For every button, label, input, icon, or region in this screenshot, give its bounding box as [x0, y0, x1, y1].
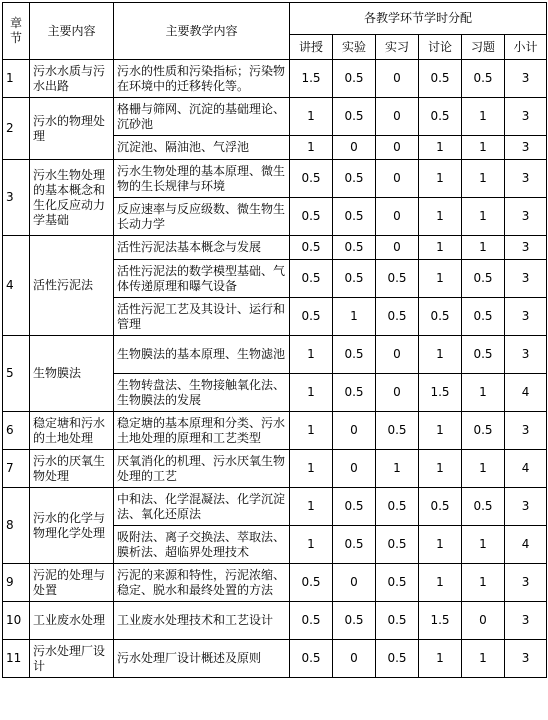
teaching-content: 活性污泥法的数学模型基础、气体传递原理和曝气设备 — [114, 260, 290, 298]
table-row — [3, 160, 547, 198]
table-row — [3, 236, 547, 260]
hours-practice: 0.5 — [376, 488, 419, 526]
hours-practice: 1 — [376, 450, 419, 488]
table-row — [3, 488, 547, 526]
hours-lecture: 0.5 — [290, 602, 333, 640]
hours-lecture: 1 — [290, 136, 333, 160]
table-row — [3, 336, 547, 374]
hours-exercise: 1 — [462, 160, 505, 198]
chapter-topic: 生物膜法 — [30, 336, 114, 412]
chapter-topic: 污水的物理处理 — [30, 98, 114, 160]
hours-discussion: 0.5 — [419, 60, 462, 98]
table-row — [3, 60, 547, 98]
hours-subtotal: 3 — [505, 236, 547, 260]
header-lab: 实验 — [333, 35, 376, 60]
header-practice: 实习 — [376, 35, 419, 60]
hours-lecture: 1 — [290, 336, 333, 374]
teaching-content: 活性污泥法基本概念与发展 — [114, 236, 290, 260]
chapter-topic: 污水生物处理的基本概念和生化反应动力学基础 — [30, 160, 114, 236]
hours-practice: 0.5 — [376, 298, 419, 336]
hours-lecture: 0.5 — [290, 640, 333, 678]
hours-discussion: 0.5 — [419, 488, 462, 526]
header-exercise: 习题 — [462, 35, 505, 60]
hours-exercise: 0.5 — [462, 260, 505, 298]
hours-practice: 0.5 — [376, 640, 419, 678]
hours-lecture: 0.5 — [290, 260, 333, 298]
table-row — [3, 564, 547, 602]
hours-exercise: 1 — [462, 374, 505, 412]
header-discussion: 讨论 — [419, 35, 462, 60]
hours-practice: 0.5 — [376, 412, 419, 450]
hours-lecture: 1 — [290, 374, 333, 412]
hours-discussion: 0.5 — [419, 98, 462, 136]
hours-discussion: 1 — [419, 564, 462, 602]
hours-lab: 0.5 — [333, 374, 376, 412]
header-content: 主要教学内容 — [114, 3, 290, 60]
hours-lecture: 0.5 — [290, 160, 333, 198]
hours-exercise: 1 — [462, 198, 505, 236]
schedule-table-wrapper — [2, 2, 547, 678]
header-hours-group: 各教学环节学时分配 — [290, 3, 547, 35]
hours-subtotal: 3 — [505, 136, 547, 160]
chapter-topic: 污水的厌氧生物处理 — [30, 450, 114, 488]
hours-discussion: 1 — [419, 198, 462, 236]
hours-lab: 0.5 — [333, 336, 376, 374]
hours-subtotal: 3 — [505, 336, 547, 374]
teaching-content: 中和法、化学混凝法、化学沉淀法、氧化还原法 — [114, 488, 290, 526]
teaching-content: 反应速率与反应级数、微生物生长动力学 — [114, 198, 290, 236]
teaching-hours-table — [2, 2, 547, 678]
chapter-number: 5 — [3, 336, 30, 412]
hours-lab: 0.5 — [333, 488, 376, 526]
teaching-content: 污水的性质和污染指标；污染物在环境中的迁移转化等。 — [114, 60, 290, 98]
teaching-content: 稳定塘的基本原理和分类、污水土地处理的原理和工艺类型 — [114, 412, 290, 450]
hours-lecture: 1 — [290, 98, 333, 136]
teaching-content: 厌氧消化的机理、污水厌氧生物处理的工艺 — [114, 450, 290, 488]
hours-practice: 0 — [376, 98, 419, 136]
hours-exercise: 0.5 — [462, 60, 505, 98]
hours-discussion: 1 — [419, 640, 462, 678]
hours-discussion: 1 — [419, 526, 462, 564]
hours-subtotal: 3 — [505, 198, 547, 236]
chapter-number: 11 — [3, 640, 30, 678]
hours-lab: 0.5 — [333, 602, 376, 640]
hours-lecture: 0.5 — [290, 198, 333, 236]
hours-exercise: 0.5 — [462, 412, 505, 450]
hours-lecture: 0.5 — [290, 298, 333, 336]
hours-subtotal: 3 — [505, 260, 547, 298]
hours-exercise: 0.5 — [462, 488, 505, 526]
teaching-content: 污泥的来源和特性，污泥浓缩、稳定、脱水和最终处置的方法 — [114, 564, 290, 602]
hours-practice: 0 — [376, 198, 419, 236]
hours-subtotal: 3 — [505, 564, 547, 602]
teaching-content: 吸附法、离子交换法、萃取法、膜析法、超临界处理技术 — [114, 526, 290, 564]
hours-lab: 1 — [333, 298, 376, 336]
hours-lab: 0.5 — [333, 526, 376, 564]
hours-discussion: 1.5 — [419, 374, 462, 412]
hours-subtotal: 3 — [505, 98, 547, 136]
chapter-topic: 污水水质与污水出路 — [30, 60, 114, 98]
table-row — [3, 412, 547, 450]
teaching-content: 污水生物处理的基本原理、微生物的生长规律与环境 — [114, 160, 290, 198]
hours-lecture: 1 — [290, 412, 333, 450]
chapter-number: 3 — [3, 160, 30, 236]
hours-discussion: 1 — [419, 136, 462, 160]
hours-discussion: 1 — [419, 336, 462, 374]
chapter-number: 8 — [3, 488, 30, 564]
hours-practice: 0 — [376, 336, 419, 374]
teaching-content: 格栅与筛网、沉淀的基础理论、沉砂池 — [114, 98, 290, 136]
hours-lab: 0 — [333, 640, 376, 678]
hours-practice: 0 — [376, 160, 419, 198]
table-row — [3, 602, 547, 640]
hours-exercise: 1 — [462, 564, 505, 602]
header-lecture: 讲授 — [290, 35, 333, 60]
hours-subtotal: 3 — [505, 602, 547, 640]
hours-exercise: 0 — [462, 602, 505, 640]
hours-subtotal: 3 — [505, 298, 547, 336]
hours-lab: 0.5 — [333, 236, 376, 260]
hours-lecture: 1 — [290, 526, 333, 564]
hours-lecture: 1.5 — [290, 60, 333, 98]
chapter-topic: 稳定塘和污水的土地处理 — [30, 412, 114, 450]
hours-discussion: 1.5 — [419, 602, 462, 640]
header-topic: 主要内容 — [30, 3, 114, 60]
hours-lecture: 1 — [290, 488, 333, 526]
teaching-content: 工业废水处理技术和工艺设计 — [114, 602, 290, 640]
hours-lab: 0 — [333, 450, 376, 488]
header-chapter: 章节 — [3, 3, 30, 60]
hours-subtotal: 3 — [505, 160, 547, 198]
hours-discussion: 1 — [419, 260, 462, 298]
chapter-number: 7 — [3, 450, 30, 488]
header-subtotal: 小计 — [505, 35, 547, 60]
chapter-number: 2 — [3, 98, 30, 160]
chapter-number: 9 — [3, 564, 30, 602]
hours-practice: 0.5 — [376, 602, 419, 640]
hours-lab: 0.5 — [333, 260, 376, 298]
hours-lab: 0 — [333, 136, 376, 160]
hours-subtotal: 3 — [505, 412, 547, 450]
table-row — [3, 640, 547, 678]
chapter-number: 1 — [3, 60, 30, 98]
hours-exercise: 1 — [462, 640, 505, 678]
hours-practice: 0.5 — [376, 260, 419, 298]
teaching-content: 生物转盘法、生物接触氧化法、生物膜法的发展 — [114, 374, 290, 412]
hours-lab: 0.5 — [333, 98, 376, 136]
hours-lab: 0 — [333, 564, 376, 602]
chapter-number: 10 — [3, 602, 30, 640]
hours-exercise: 1 — [462, 236, 505, 260]
hours-lab: 0.5 — [333, 160, 376, 198]
hours-practice: 0 — [376, 374, 419, 412]
hours-practice: 0.5 — [376, 526, 419, 564]
hours-subtotal: 3 — [505, 488, 547, 526]
table-body — [3, 60, 547, 678]
hours-lab: 0.5 — [333, 198, 376, 236]
hours-lecture: 1 — [290, 450, 333, 488]
table-row — [3, 98, 547, 136]
hours-practice: 0 — [376, 136, 419, 160]
chapter-topic: 活性污泥法 — [30, 236, 114, 336]
teaching-content: 污水处理厂设计概述及原则 — [114, 640, 290, 678]
teaching-content: 生物膜法的基本原理、生物滤池 — [114, 336, 290, 374]
hours-exercise: 1 — [462, 98, 505, 136]
hours-exercise: 1 — [462, 136, 505, 160]
hours-discussion: 1 — [419, 236, 462, 260]
hours-exercise: 1 — [462, 526, 505, 564]
hours-practice: 0.5 — [376, 564, 419, 602]
hours-exercise: 0.5 — [462, 336, 505, 374]
hours-practice: 0 — [376, 60, 419, 98]
hours-subtotal: 4 — [505, 526, 547, 564]
chapter-number: 4 — [3, 236, 30, 336]
chapter-topic: 污水的化学与物理化学处理 — [30, 488, 114, 564]
hours-discussion: 0.5 — [419, 298, 462, 336]
hours-exercise: 1 — [462, 450, 505, 488]
hours-discussion: 1 — [419, 412, 462, 450]
hours-discussion: 1 — [419, 450, 462, 488]
teaching-content: 沉淀池、隔油池、气浮池 — [114, 136, 290, 160]
hours-subtotal: 3 — [505, 60, 547, 98]
teaching-content: 活性污泥工艺及其设计、运行和管理 — [114, 298, 290, 336]
hours-subtotal: 4 — [505, 450, 547, 488]
hours-lab: 0 — [333, 412, 376, 450]
chapter-number: 6 — [3, 412, 30, 450]
hours-exercise: 0.5 — [462, 298, 505, 336]
hours-lab: 0.5 — [333, 60, 376, 98]
hours-lecture: 0.5 — [290, 236, 333, 260]
hours-subtotal: 4 — [505, 374, 547, 412]
hours-discussion: 1 — [419, 160, 462, 198]
table-row — [3, 450, 547, 488]
chapter-topic: 污水处理厂设计 — [30, 640, 114, 678]
hours-lecture: 0.5 — [290, 564, 333, 602]
hours-subtotal: 3 — [505, 640, 547, 678]
chapter-topic: 污泥的处理与处置 — [30, 564, 114, 602]
chapter-topic: 工业废水处理 — [30, 602, 114, 640]
hours-practice: 0 — [376, 236, 419, 260]
